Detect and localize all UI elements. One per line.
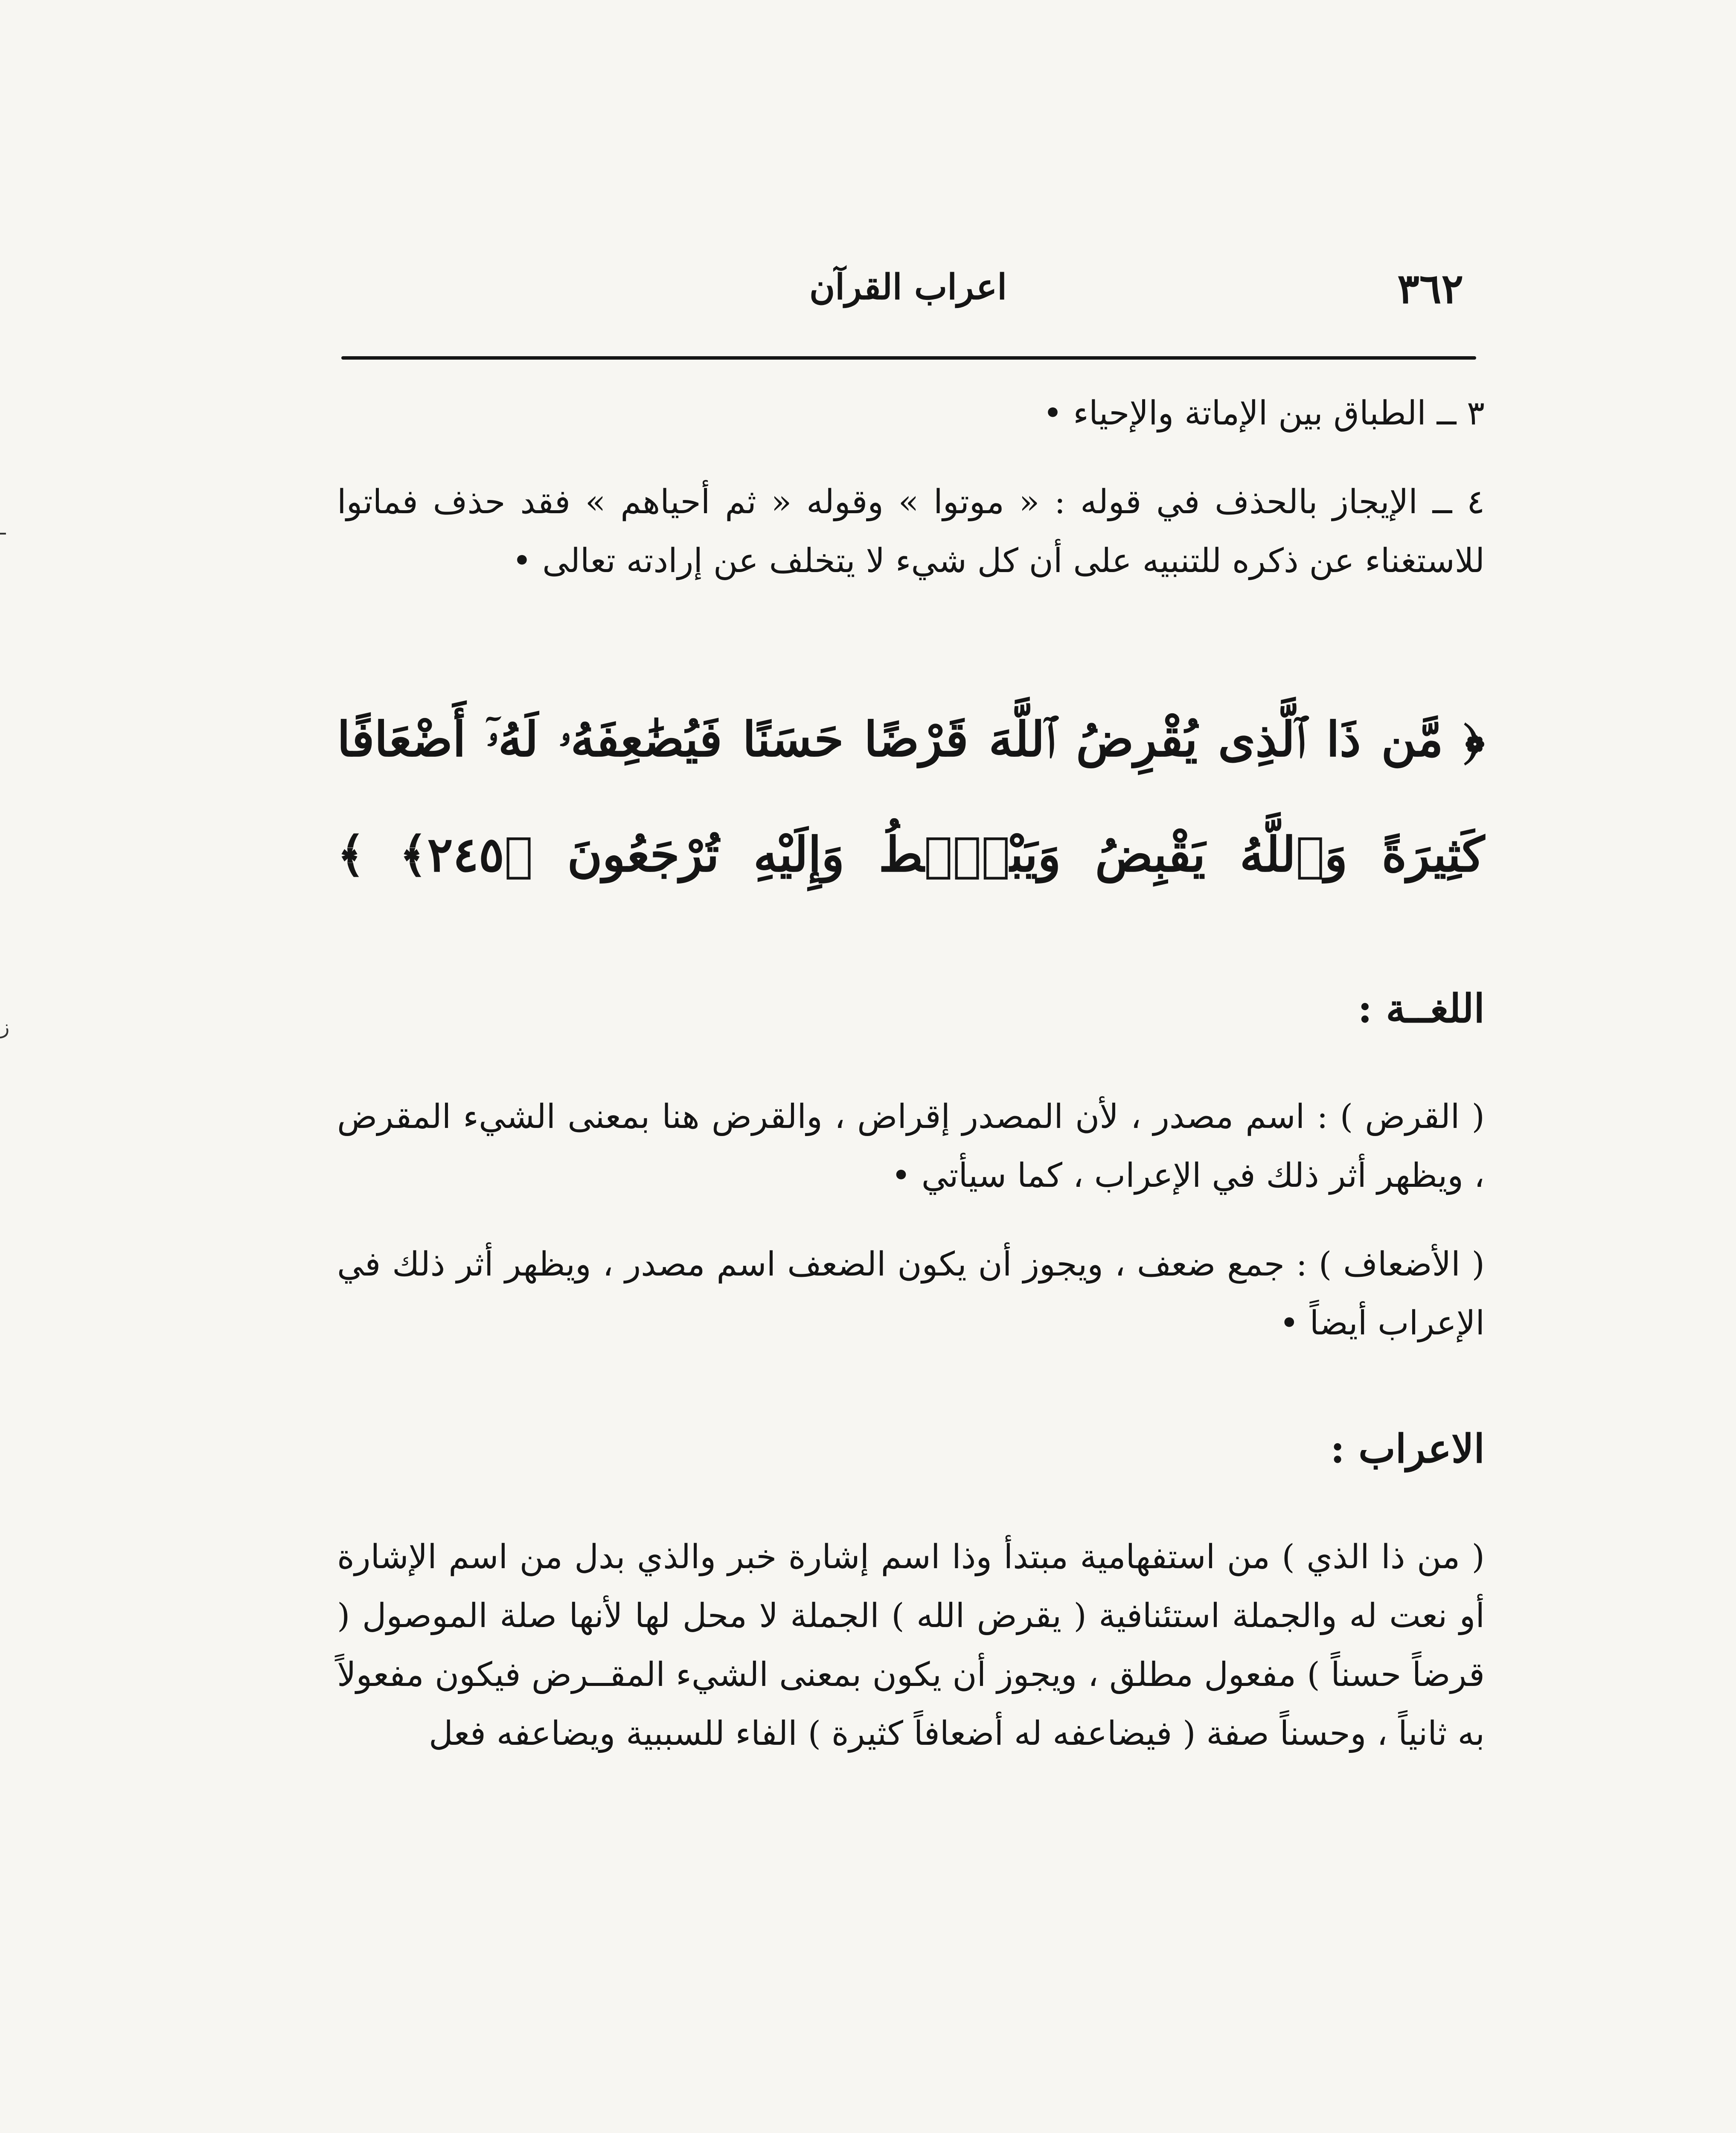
page-number: ٣٦٢ <box>1397 264 1463 313</box>
running-title: اعراب القرآن <box>809 267 1007 308</box>
language-entry-adaaf: ( الأضعاف ) : جمع ضعف ، ويجوز أن يكون الضعف اسم مصدر ، ويظهر أثر ذلك في الإعراب أيضاً • <box>337 1245 1485 1343</box>
grammar-section-title: الاعراب : <box>1330 1426 1485 1472</box>
page-header <box>341 256 1476 324</box>
language-entry-qard: ( القرض ) : اسم مصدر ، لأن المصدر إقراض ، والقرض هنا بمعنى الشيء المقرض ، ويظهر أثر ذلك في الإعراب ، كما سيأتي • <box>337 1098 1485 1195</box>
verse-line-2: كَثِيرَةً وَٱللَّهُ يَقْبِضُ وَيَبْصُۜطُ وَإِلَيْهِ تُرْجَعُونَ ﴿٢٤٥﴾ ﴾ <box>337 827 1485 883</box>
language-section-title: اللغــة : <box>1358 985 1485 1032</box>
grammar-paragraph: ( من ذا الذي ) من استفهامية مبتدأ وذا اسم إشارة خبر والذي بدل من اسم الإشارة أو نعت له والجملة استئنافية ( يقرض الله ) الجملة لا محل لها لأنها صلة الموصول ( قرضاً حسناً ) مفعول مطلق ، ويجوز أن يكون بمعنى الشيء المقــرض فيكون مفعولاً به ثانياً ، وحسناً صفة ( فيضاعفه له أضعافاً كثيرة ) الفاء للسببية ويضاعفه فعل <box>337 1538 1485 1753</box>
margin-mark: ﺯ <box>0 1015 10 1038</box>
header-rule <box>341 356 1476 360</box>
rhetoric-item-4: ٤ ــ الإيجاز بالحذف في قوله : « موتوا » وقوله « ثم أحياهم » فقد حذف فماتوا للاستغناء عن ذكره للتنبيه على أن كل شيء لا يتخلف عن إرادته تعالى • <box>337 483 1485 580</box>
quran-verse <box>337 682 1485 912</box>
page-body <box>337 384 1485 1763</box>
verse-line-1: ﴿ مَّن ذَا ٱلَّذِى يُقْرِضُ ٱللَّهَ قَرْضًا حَسَنًا فَيُضَٰعِفَهُۥ لَهُۥٓ أَضْعَافًا <box>337 712 1485 767</box>
rhetoric-item-3: ٣ ــ الطباق بين الإماتة والإحياء • <box>1043 394 1485 433</box>
margin-mark: ـ <box>0 516 6 539</box>
